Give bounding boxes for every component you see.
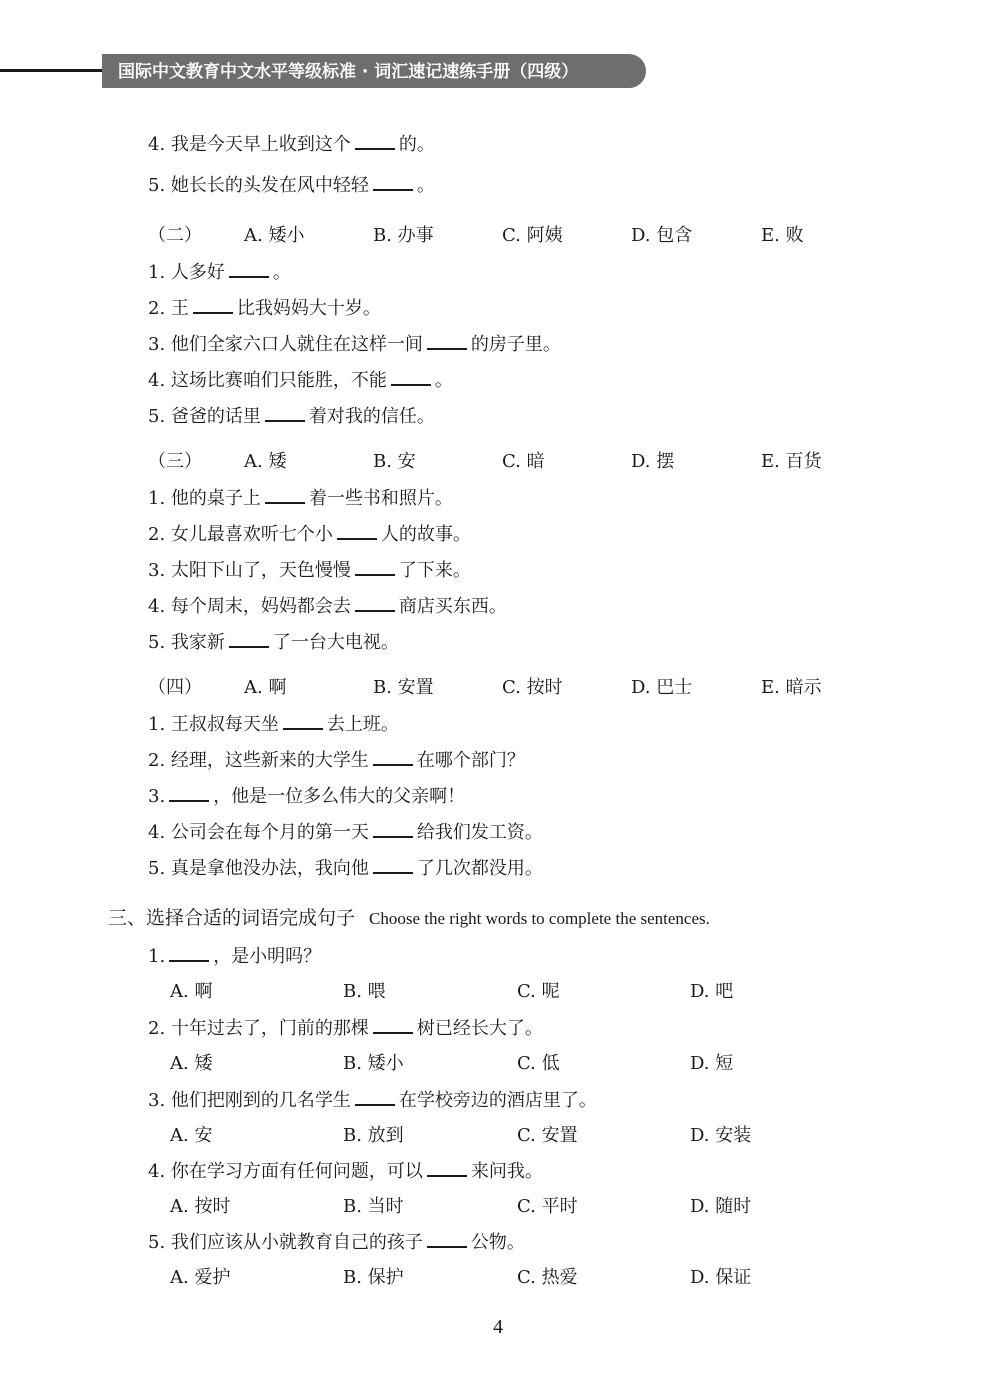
choice-a[interactable]: A. 爱护 <box>170 1267 231 1288</box>
choice-a[interactable]: A. 按时 <box>170 1196 231 1217</box>
answer-blank[interactable] <box>337 522 377 540</box>
answer-blank[interactable] <box>229 630 269 648</box>
group-label: （四） <box>148 677 202 698</box>
answer-blank[interactable] <box>427 332 467 350</box>
exercise-item: 2. 王 比我妈妈大十岁。 <box>148 298 381 319</box>
word-option: C. 按时 <box>502 677 563 698</box>
question-stem: 3. 他们把刚到的几名学生 在学校旁边的酒店里了。 <box>148 1090 597 1111</box>
answer-blank[interactable] <box>373 856 413 874</box>
answer-blank[interactable] <box>373 820 413 838</box>
answer-blank[interactable] <box>355 1088 395 1106</box>
choice-d[interactable]: D. 短 <box>690 1053 734 1074</box>
choice-c[interactable]: C. 呢 <box>517 981 560 1002</box>
choice-a[interactable]: A. 啊 <box>170 981 213 1002</box>
exercise-item: 5. 爸爸的话里 着对我的信任。 <box>148 406 435 427</box>
answer-blank[interactable] <box>355 132 395 150</box>
answer-blank[interactable] <box>169 784 209 802</box>
answer-blank[interactable] <box>373 173 413 191</box>
choice-c[interactable]: C. 安置 <box>517 1125 578 1146</box>
page-number: 4 <box>493 1316 503 1338</box>
word-option: D. 摆 <box>631 451 675 472</box>
exercise-item: 3. 他们全家六口人就住在这样一间 的房子里。 <box>148 334 561 355</box>
choice-b[interactable]: B. 放到 <box>343 1125 404 1146</box>
answer-blank[interactable] <box>265 486 305 504</box>
word-option: E. 败 <box>761 225 804 246</box>
exercise-item: 3. ，他是一位多么伟大的父亲啊！ <box>148 786 466 807</box>
answer-blank[interactable] <box>373 1016 413 1034</box>
exercise-item: 3. 太阳下山了，天色慢慢 了下来。 <box>148 560 471 581</box>
answer-blank[interactable] <box>355 594 395 612</box>
word-option: A. 矮 <box>244 451 287 472</box>
word-option: B. 安 <box>373 451 416 472</box>
answer-blank[interactable] <box>283 712 323 730</box>
question-stem: 1. ，是小明吗？ <box>148 946 322 967</box>
exercise-item: 4. 每个周末，妈妈都会去 商店买东西。 <box>148 596 507 617</box>
word-option: A. 啊 <box>244 677 287 698</box>
section-heading: 三、选择合适的词语完成句子 Choose the right words to complete the sentences. <box>108 907 710 929</box>
exercise-item: 5. 我家新 了一台大电视。 <box>148 632 399 653</box>
word-option: E. 百货 <box>761 451 822 472</box>
choice-c[interactable]: C. 平时 <box>517 1196 578 1217</box>
choice-d[interactable]: D. 随时 <box>690 1196 752 1217</box>
exercise-item: 4. 我是今天早上收到这个 的。 <box>148 134 435 155</box>
answer-blank[interactable] <box>373 748 413 766</box>
choice-a[interactable]: A. 矮 <box>170 1053 213 1074</box>
answer-blank[interactable] <box>427 1159 467 1177</box>
question-stem: 5. 我们应该从小就教育自己的孩子 公物。 <box>148 1232 525 1253</box>
group-label: （二） <box>148 225 202 246</box>
header-rule <box>0 69 110 72</box>
running-header-title: 国际中文教育中文水平等级标准 · 词汇速记速练手册（四级） <box>118 62 579 82</box>
answer-blank[interactable] <box>229 260 269 278</box>
choice-d[interactable]: D. 保证 <box>690 1267 752 1288</box>
answer-blank[interactable] <box>391 368 431 386</box>
word-option: A. 矮小 <box>244 225 305 246</box>
choice-a[interactable]: A. 安 <box>170 1125 213 1146</box>
answer-blank[interactable] <box>427 1230 467 1248</box>
exercise-item: 4. 这场比赛咱们只能胜，不能 。 <box>148 370 453 391</box>
question-stem: 4. 你在学习方面有任何问题，可以 来问我。 <box>148 1161 543 1182</box>
word-option: B. 办事 <box>373 225 434 246</box>
word-option: E. 暗示 <box>761 677 822 698</box>
answer-blank[interactable] <box>193 296 233 314</box>
word-option: C. 暗 <box>502 451 545 472</box>
choice-c[interactable]: C. 低 <box>517 1053 560 1074</box>
exercise-item: 5. 真是拿他没办法，我向他 了几次都没用。 <box>148 858 543 879</box>
choice-d[interactable]: D. 安装 <box>690 1125 752 1146</box>
exercise-item: 2. 经理，这些新来的大学生 在哪个部门？ <box>148 750 525 771</box>
choice-d[interactable]: D. 吧 <box>690 981 734 1002</box>
answer-blank[interactable] <box>355 558 395 576</box>
word-option: D. 包含 <box>631 225 693 246</box>
word-option: C. 阿姨 <box>502 225 563 246</box>
choice-b[interactable]: B. 保护 <box>343 1267 404 1288</box>
group-label: （三） <box>148 451 202 472</box>
answer-blank[interactable] <box>265 404 305 422</box>
exercise-item: 1. 人多好 。 <box>148 262 291 283</box>
exercise-item: 1. 王叔叔每天坐 去上班。 <box>148 714 399 735</box>
choice-b[interactable]: B. 矮小 <box>343 1053 404 1074</box>
choice-b[interactable]: B. 当时 <box>343 1196 404 1217</box>
choice-b[interactable]: B. 喂 <box>343 981 386 1002</box>
word-option: B. 安置 <box>373 677 434 698</box>
exercise-item: 5. 她长长的头发在风中轻轻 。 <box>148 175 435 196</box>
choice-c[interactable]: C. 热爱 <box>517 1267 578 1288</box>
question-stem: 2. 十年过去了，门前的那棵 树已经长大了。 <box>148 1018 543 1039</box>
exercise-item: 4. 公司会在每个月的第一天 给我们发工资。 <box>148 822 543 843</box>
exercise-item: 2. 女儿最喜欢听七个小 人的故事。 <box>148 524 471 545</box>
exercise-item: 1. 他的桌子上 着一些书和照片。 <box>148 488 453 509</box>
word-option: D. 巴士 <box>631 677 693 698</box>
answer-blank[interactable] <box>169 944 209 962</box>
